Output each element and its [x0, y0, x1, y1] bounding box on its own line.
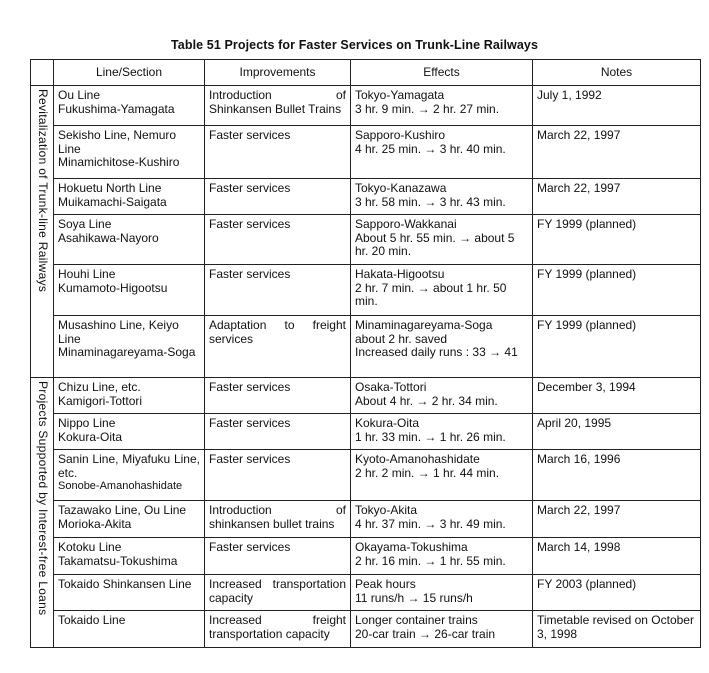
effects-cell	[351, 501, 533, 538]
line-name: Kotoku Line	[58, 540, 122, 554]
notes-cell: March 22, 1997	[533, 126, 701, 179]
improvement-cell: Increased freight transportation capacity	[205, 611, 351, 648]
line-section-cell	[54, 575, 205, 611]
line-name: Hokuetu North Line	[58, 181, 162, 195]
notes-cell: April 20, 1995	[533, 414, 701, 450]
effect-time: 4 hr. 37 min. → 3 hr. 49 min.	[355, 516, 506, 531]
table-row	[31, 179, 701, 215]
effect-route: Osaka-Tottori	[355, 380, 427, 394]
line-name: Soya Line	[58, 217, 112, 231]
effects-cell	[351, 126, 533, 179]
effect-route: Tokyo-Akita	[355, 503, 418, 517]
line-name: Tokaido Line	[58, 613, 126, 627]
effect-time: 2 hr. 7 min. → about 1 hr. 50 min.	[355, 280, 507, 309]
effect-route: Kokura-Oita	[355, 416, 420, 430]
notes-cell: March 16, 1996	[533, 450, 701, 501]
effect-route: Kyoto-Amanohashidate	[355, 452, 480, 466]
effect-extra: Increased daily runs : 33 → 41	[355, 345, 518, 360]
effects-cell	[351, 575, 533, 611]
improvement-cell: Faster services	[205, 126, 351, 179]
header-improvements: Improvements	[205, 60, 351, 86]
effect-time: 20-car train → 26-car train	[355, 626, 496, 641]
line-section-cell	[54, 611, 205, 648]
line-name: Houhi Line	[58, 267, 116, 281]
line-section-cell	[54, 126, 205, 179]
effect-time: About 4 hr. → 2 hr. 34 min.	[355, 393, 498, 408]
improvement-cell: Introduction of Shinkansen Bullet Trains	[205, 86, 351, 126]
table-row	[31, 450, 701, 501]
header-notes: Notes	[533, 60, 701, 86]
effect-route: Okayama-Tokushima	[355, 540, 468, 554]
improvement-cell: Faster services	[205, 538, 351, 575]
table-row	[31, 414, 701, 450]
effects-cell	[351, 378, 533, 414]
section-name: Kamigori-Tottori	[58, 393, 143, 408]
section-name: Sonobe-Amanohashidate	[58, 480, 183, 493]
line-name: Sekisho Line, Nemuro Line	[58, 128, 177, 156]
improvement-cell: Faster services	[205, 265, 351, 316]
group-label-revitalization: Revitalization of Trunk-line Railways	[35, 89, 50, 293]
table-title: Table 51 Projects for Faster Services on Trunk-Line Railways	[170, 38, 539, 52]
line-section-cell	[54, 179, 205, 215]
header-row	[31, 60, 701, 86]
improvement-cell: Adaptation to freight services	[205, 316, 351, 378]
effect-time: 2 hr. 16 min. → 1 hr. 55 min.	[355, 553, 506, 568]
line-section-cell	[54, 86, 205, 126]
header-line-section: Line/Section	[54, 60, 205, 86]
notes-cell: December 3, 1994	[533, 378, 701, 414]
effects-cell	[351, 179, 533, 215]
table-row	[31, 501, 701, 538]
notes-cell: March 14, 1998	[533, 538, 701, 575]
table-row	[31, 126, 701, 179]
group-cell-revitalization	[31, 86, 54, 378]
section-name: Takamatsu-Tokushima	[58, 553, 178, 568]
table-row	[31, 611, 701, 648]
effects-cell	[351, 450, 533, 501]
improvement-cell: Faster services	[205, 215, 351, 265]
effects-cell	[351, 538, 533, 575]
line-section-cell	[54, 414, 205, 450]
line-name: Ou Line	[58, 88, 101, 102]
group-label-interest-free: Projects Supported by Interest-free Loans	[35, 381, 50, 616]
line-section-cell	[54, 450, 205, 501]
effect-route: Tokyo-Yamagata	[355, 88, 445, 102]
line-section-cell	[54, 538, 205, 575]
effects-cell	[351, 414, 533, 450]
table-row	[31, 265, 701, 316]
table-row	[31, 538, 701, 575]
notes-cell: FY 1999 (planned)	[533, 316, 701, 378]
table-row	[31, 86, 701, 126]
section-name: Kumamoto-Higootsu	[58, 280, 168, 295]
effect-time: 3 hr. 9 min. → 2 hr. 27 min.	[355, 101, 500, 116]
section-name: Asahikawa-Nayoro	[58, 230, 159, 245]
line-name: Sanin Line, Miyafuku Line, etc.	[58, 452, 200, 480]
table-row	[31, 575, 701, 611]
line-section-cell	[54, 378, 205, 414]
header-effects: Effects	[351, 60, 533, 86]
effect-route: Minaminagareyama-Soga	[355, 318, 493, 332]
effect-route: Longer container trains	[355, 613, 478, 627]
effect-time: 2 hr. 2 min. → 1 hr. 44 min.	[355, 465, 500, 480]
effects-cell	[351, 265, 533, 316]
effect-time: about 2 hr. saved	[355, 331, 448, 346]
line-name: Nippo Line	[58, 416, 116, 430]
line-name: Chizu Line, etc.	[58, 380, 141, 394]
line-section-cell	[54, 265, 205, 316]
notes-cell: FY 1999 (planned)	[533, 265, 701, 316]
line-name: Tokaido Shinkansen Line	[58, 577, 192, 591]
table-row	[31, 378, 701, 414]
effects-cell	[351, 215, 533, 265]
section-name: Minaminagareyama-Soga	[58, 345, 196, 360]
effect-time: 1 hr. 33 min. → 1 hr. 26 min.	[355, 429, 506, 444]
notes-cell: March 22, 1997	[533, 179, 701, 215]
line-section-cell	[54, 316, 205, 378]
effect-time: 3 hr. 58 min. → 3 hr. 43 min.	[355, 194, 506, 209]
notes-cell: Timetable revised on October 3, 1998	[533, 611, 701, 648]
effect-time: About 5 hr. 55 min. → about 5 hr. 20 min.	[355, 230, 515, 259]
line-section-cell	[54, 501, 205, 538]
line-name: Musashino Line, Keiyo Line	[58, 318, 179, 346]
section-name: Kokura-Oita	[58, 429, 123, 444]
notes-cell: July 1, 1992	[533, 86, 701, 126]
notes-cell: FY 1999 (planned)	[533, 215, 701, 265]
improvement-cell: Faster services	[205, 179, 351, 215]
effects-cell	[351, 86, 533, 126]
table-row	[31, 316, 701, 378]
notes-cell: March 22, 1997	[533, 501, 701, 538]
projects-table	[30, 59, 701, 648]
effect-route: Sapporo-Wakkanai	[355, 217, 457, 231]
improvement-cell: Faster services	[205, 414, 351, 450]
effect-time: 11 runs/h → 15 runs/h	[355, 590, 473, 605]
section-name: Minamichitose-Kushiro	[58, 155, 180, 170]
effect-route: Sapporo-Kushiro	[355, 128, 446, 142]
improvement-cell: Faster services	[205, 378, 351, 414]
line-section-cell	[54, 215, 205, 265]
effect-route: Hakata-Higootsu	[355, 267, 445, 281]
group-header-cell	[31, 60, 54, 86]
improvement-cell: Faster services	[205, 450, 351, 501]
group-cell-interest-free	[31, 378, 54, 648]
effects-cell	[351, 316, 533, 378]
effect-route: Tokyo-Kanazawa	[355, 181, 447, 195]
section-name: Muikamachi-Saigata	[58, 194, 167, 209]
effect-time: 4 hr. 25 min. → 3 hr. 40 min.	[355, 141, 506, 156]
effect-route: Peak hours	[355, 577, 416, 591]
table-row	[31, 215, 701, 265]
section-name: Morioka-Akita	[58, 516, 132, 531]
section-name: Fukushima-Yamagata	[58, 101, 175, 116]
improvement-cell: Increased transportation capacity	[205, 575, 351, 611]
effects-cell	[351, 611, 533, 648]
improvement-cell: Introduction of shinkansen bullet trains	[205, 501, 351, 538]
notes-cell: FY 2003 (planned)	[533, 575, 701, 611]
line-name: Tazawako Line, Ou Line	[58, 503, 187, 517]
